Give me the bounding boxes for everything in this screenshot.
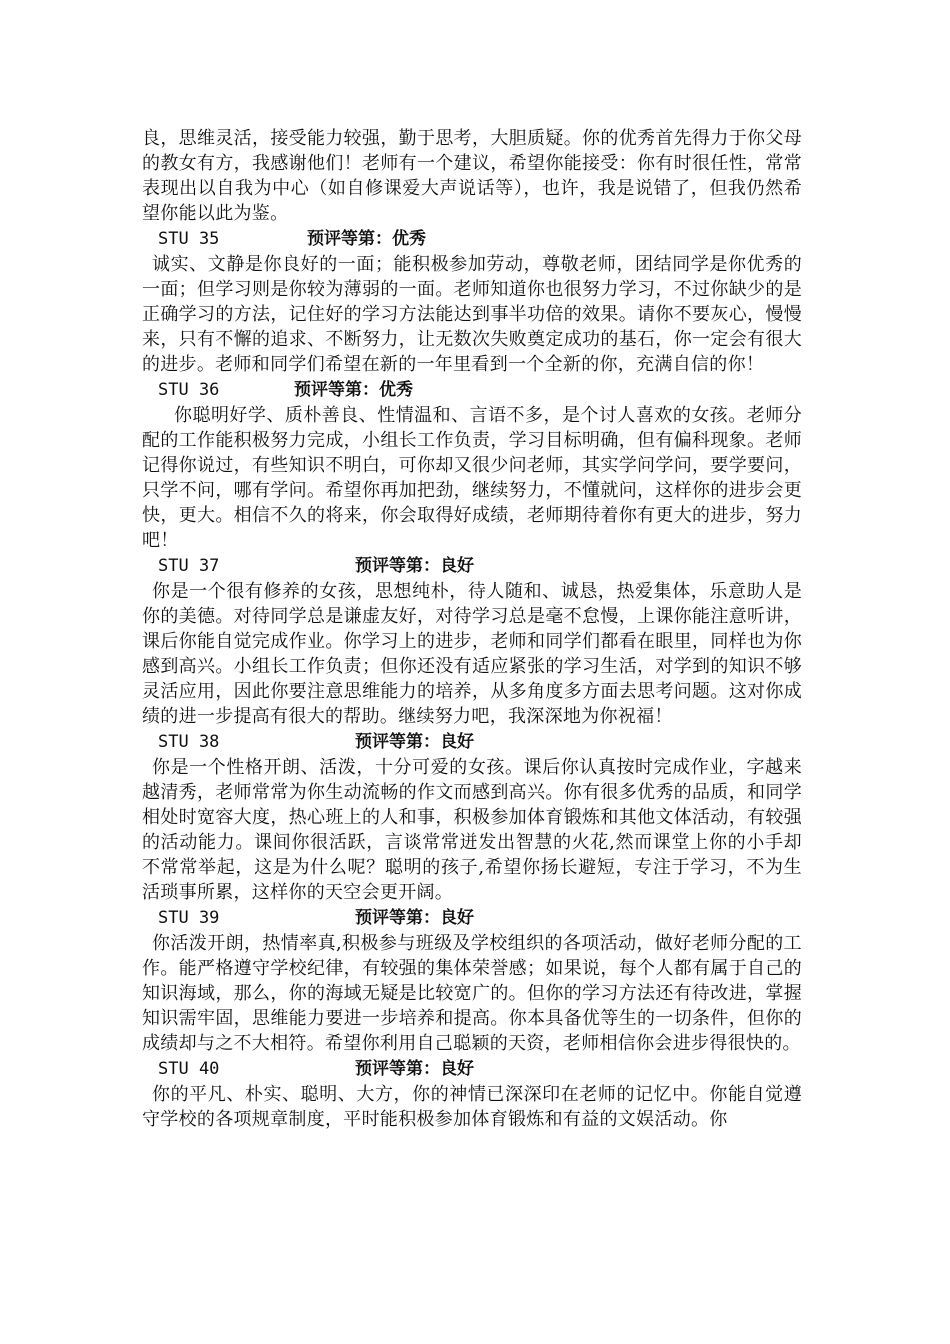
- comment-paragraph-stu-40: 你的平凡、朴实、聪明、大方，你的神情已深深印在老师的记忆中。你能自觉遵守学校的各项规章制度，平时能积极参加体育锻炼和有益的文娱活动。你: [142, 1084, 802, 1130]
- grade-label: 预评等第：优秀: [294, 380, 413, 400]
- comment-paragraph-stu-36: 你聪明好学、质朴善良、性情温和、言语不多，是个讨人喜欢的女孩。老师分配的工作能积极努力完成，小组长工作负责，学习目标明确，但有偏科现象。老师记得你说过，有些知识不明白，可你却又很少问老师，其实学问学问，要学要问，只学不问，哪有学问。希望你再加把劲，继续努力，不懂就问，这样你的进步会更快，更大。相信不久的将来，你会取得好成绩，老师期待着你有更大的进步，努力吧！: [142, 405, 802, 551]
- entry-heading-stu-37: [142, 553, 802, 579]
- grade-label: 预评等第：良好: [355, 1059, 474, 1079]
- entry-heading-stu-40: [142, 1056, 802, 1082]
- student-id: STU 36: [158, 380, 220, 400]
- entry-heading-stu-39: [142, 905, 802, 931]
- student-id: STU 35: [158, 229, 220, 249]
- comment-paragraph-stu-35: 诚实、文静是你良好的一面；能积极参加劳动，尊敬老师，团结同学是你优秀的一面；但学习则是你较为薄弱的一面。老师知道你也很努力学习，不过你缺少的是正确学习的方法，记住好的学习方法能达到事半功倍的效果。请你不要灰心，慢慢来，只有不懈的追求、不断努力，让无数次失败奠定成功的基石，你一定会有很大的进步。老师和同学们希望在新的一年里看到一个全新的你，充满自信的你！: [142, 254, 802, 375]
- grade-label: 预评等第：良好: [355, 908, 474, 928]
- entry-heading-stu-36: [142, 377, 802, 403]
- intro-paragraph: 良，思维灵活，接受能力较强，勤于思考，大胆质疑。你的优秀首先得力于你父母的教女有方，我感谢他们！老师有一个建议，希望你能接受：你有时很任性，常常表现出以自我为中心（如自修课爱大声说话等），也许，我是说错了，但我仍然希望你能以此为鉴。: [142, 128, 802, 224]
- comment-paragraph-stu-38: 你是一个性格开朗、活泼，十分可爱的女孩。课后你认真按时完成作业，字越来越清秀，老师常常为你生动流畅的作文而感到高兴。你有很多优秀的品质，和同学相处时宽容大度，热心班上的人和事，积极参加体育锻炼和其他文体活动，有较强的活动能力。课间你很活跃，言谈常常迸发出智慧的火花,然而课堂上你的小手却不常常举起，这是为什么呢？聪明的孩子,希望你扬长避短，专注于学习，不为生活琐事所累，这样你的天空会更开阔。: [142, 757, 802, 903]
- student-id: STU 40: [158, 1059, 220, 1079]
- entry-heading-stu-35: [142, 226, 802, 252]
- student-id: STU 38: [158, 732, 220, 752]
- grade-label: 预评等第：良好: [355, 556, 474, 576]
- grade-label: 预评等第：良好: [355, 732, 474, 752]
- document-page: [142, 126, 802, 1132]
- student-id: STU 39: [158, 908, 220, 928]
- student-id: STU 37: [158, 556, 220, 576]
- comment-paragraph-stu-37: 你是一个很有修养的女孩，思想纯朴，待人随和、诚恳，热爱集体，乐意助人是你的美德。对待同学总是谦虚友好，对待学习总是毫不怠慢，上课你能注意听讲，课后你能自觉完成作业。你学习上的进步，老师和同学们都看在眼里，同样也为你感到高兴。小组长工作负责；但你还没有适应紧张的学习生活，对学到的知识不够灵活应用，因此你要注意思维能力的培养，从多角度多方面去思考问题。这对你成绩的进一步提高有很大的帮助。继续努力吧，我深深地为你祝福！: [142, 581, 802, 727]
- entry-heading-stu-38: [142, 729, 802, 755]
- comment-paragraph-stu-39: 你活泼开朗，热情率真,积极参与班级及学校组织的各项活动，做好老师分配的工作。能严格遵守学校纪律，有较强的集体荣誉感；如果说，每个人都有属于自己的知识海域，那么，你的海域无疑是比较宽广的。但你的学习方法还有待改进，掌握知识需牢固，思维能力要进一步培养和提高。你本具备优等生的一切条件，但你的成绩却与之不大相符。希望你利用自己聪颖的天资，老师相信你会进步得很快的。: [142, 933, 802, 1054]
- grade-label: 预评等第：优秀: [307, 229, 426, 249]
